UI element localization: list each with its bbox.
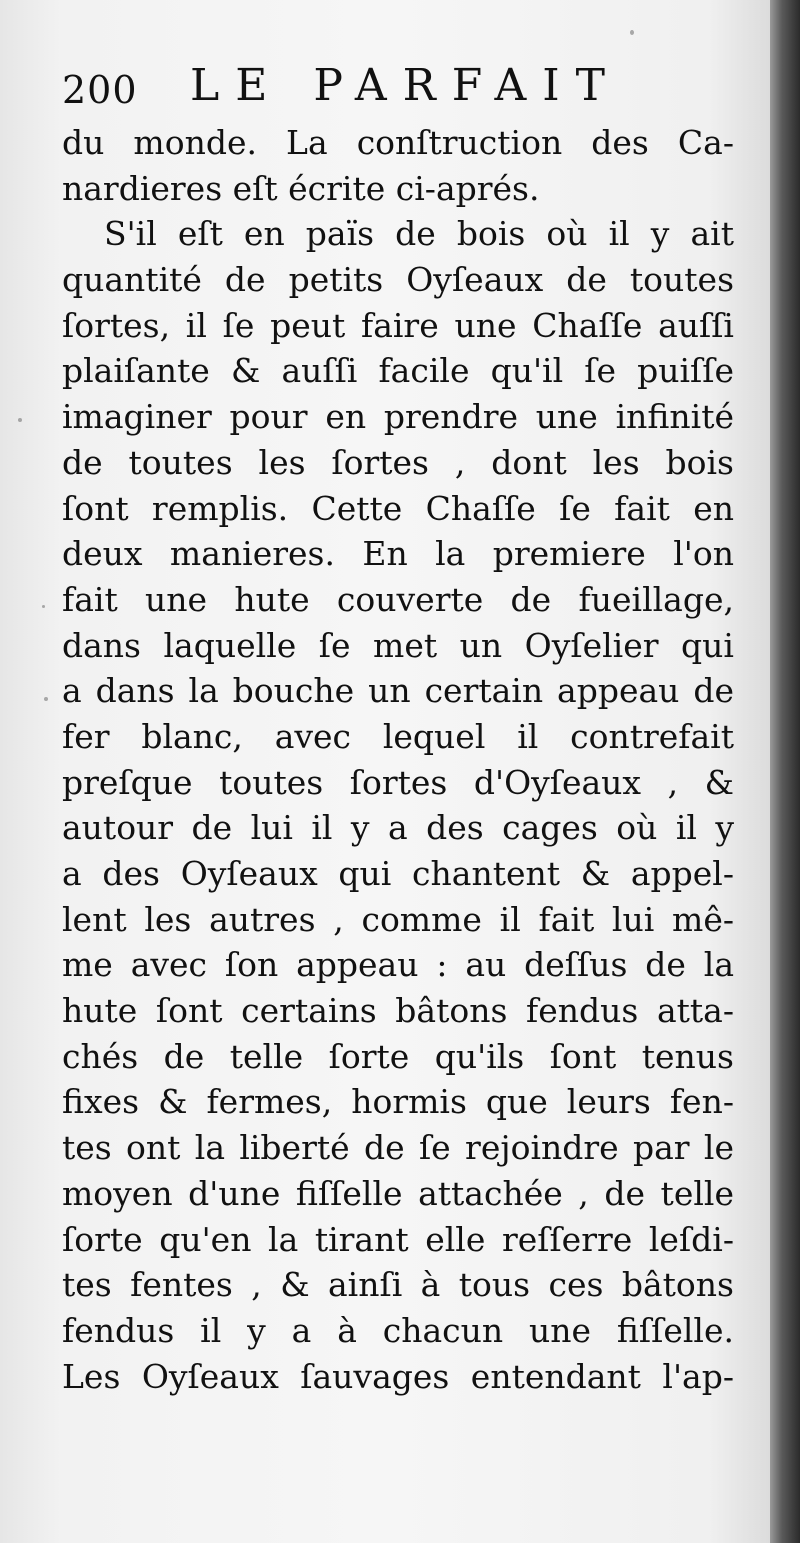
text-line: tes fentes , & ainſi à tous ces bâtons xyxy=(62,1265,734,1305)
text-line: ſorte qu'en la tirant elle reſſerre leſdi- xyxy=(62,1219,734,1259)
text-line: fixes & fermes, hormis que leurs fen- xyxy=(62,1082,734,1122)
text-line: S'il eſt en païs de bois où il y ait xyxy=(104,214,734,254)
text-line: fait une hute couverte de fueillage, xyxy=(62,579,734,619)
text-line: lent les autres , comme il fait lui mê- xyxy=(62,899,734,939)
text-line: nardieres eſt écrite ci-aprés. xyxy=(62,168,540,208)
text-line: Les Oyſeaux ſauvages entendant l'ap- xyxy=(62,1356,734,1396)
text-line: dans laquelle ſe met un Oyſelier qui xyxy=(62,625,734,665)
page-number: 200 xyxy=(62,68,138,112)
text-line: tes ont la liberté de ſe rejoindre par le xyxy=(62,1128,734,1168)
paper-speck xyxy=(42,605,45,608)
text-line: chés de telle ſorte qu'ils ſont tenus xyxy=(62,1036,734,1076)
paper-speck xyxy=(18,418,22,422)
text-line: ſortes, il ſe peut faire une Chaſſe auſſi xyxy=(62,305,734,345)
page-header xyxy=(62,58,742,118)
paper-speck xyxy=(630,30,634,35)
text-line: hute ſont certains bâtons fendus atta- xyxy=(62,991,734,1031)
text-line: de toutes les ſortes , dont les bois xyxy=(62,442,734,482)
text-line: deux manieres. En la premiere l'on xyxy=(62,534,734,574)
text-line: a des Oyſeaux qui chantent & appel- xyxy=(62,854,734,893)
text-line: fer blanc, avec lequel il contrefait xyxy=(62,716,734,756)
text-line: ſont remplis. Cette Chaſſe ſe fait en xyxy=(62,488,734,528)
paper-speck xyxy=(44,697,48,701)
text-line: preſque toutes ſortes d'Oyſeaux , & xyxy=(62,762,734,802)
running-head: LE PARFAIT xyxy=(190,60,622,111)
text-line: quantité de petits Oyſeaux de toutes xyxy=(62,260,734,300)
text-line: plaiſante & auſſi facile qu'il ſe puiſſe xyxy=(62,351,734,391)
text-line: me avec ſon appeau : au deſſus de la xyxy=(62,945,734,985)
text-line: moyen d'une fiſſelle attachée , de telle xyxy=(62,1173,734,1213)
body-text xyxy=(62,120,734,1399)
book-binding-edge xyxy=(770,0,800,1543)
text-line: a dans la bouche un certain appeau de xyxy=(62,671,734,711)
text-line: imaginer pour en prendre une infinité xyxy=(62,397,734,437)
text-line: fendus il y a à chacun une fiſſelle. xyxy=(62,1310,734,1350)
text-line: autour de lui il y a des cages où il y xyxy=(62,808,734,848)
text-line: du monde. La conſtruction des Ca- xyxy=(62,123,734,162)
